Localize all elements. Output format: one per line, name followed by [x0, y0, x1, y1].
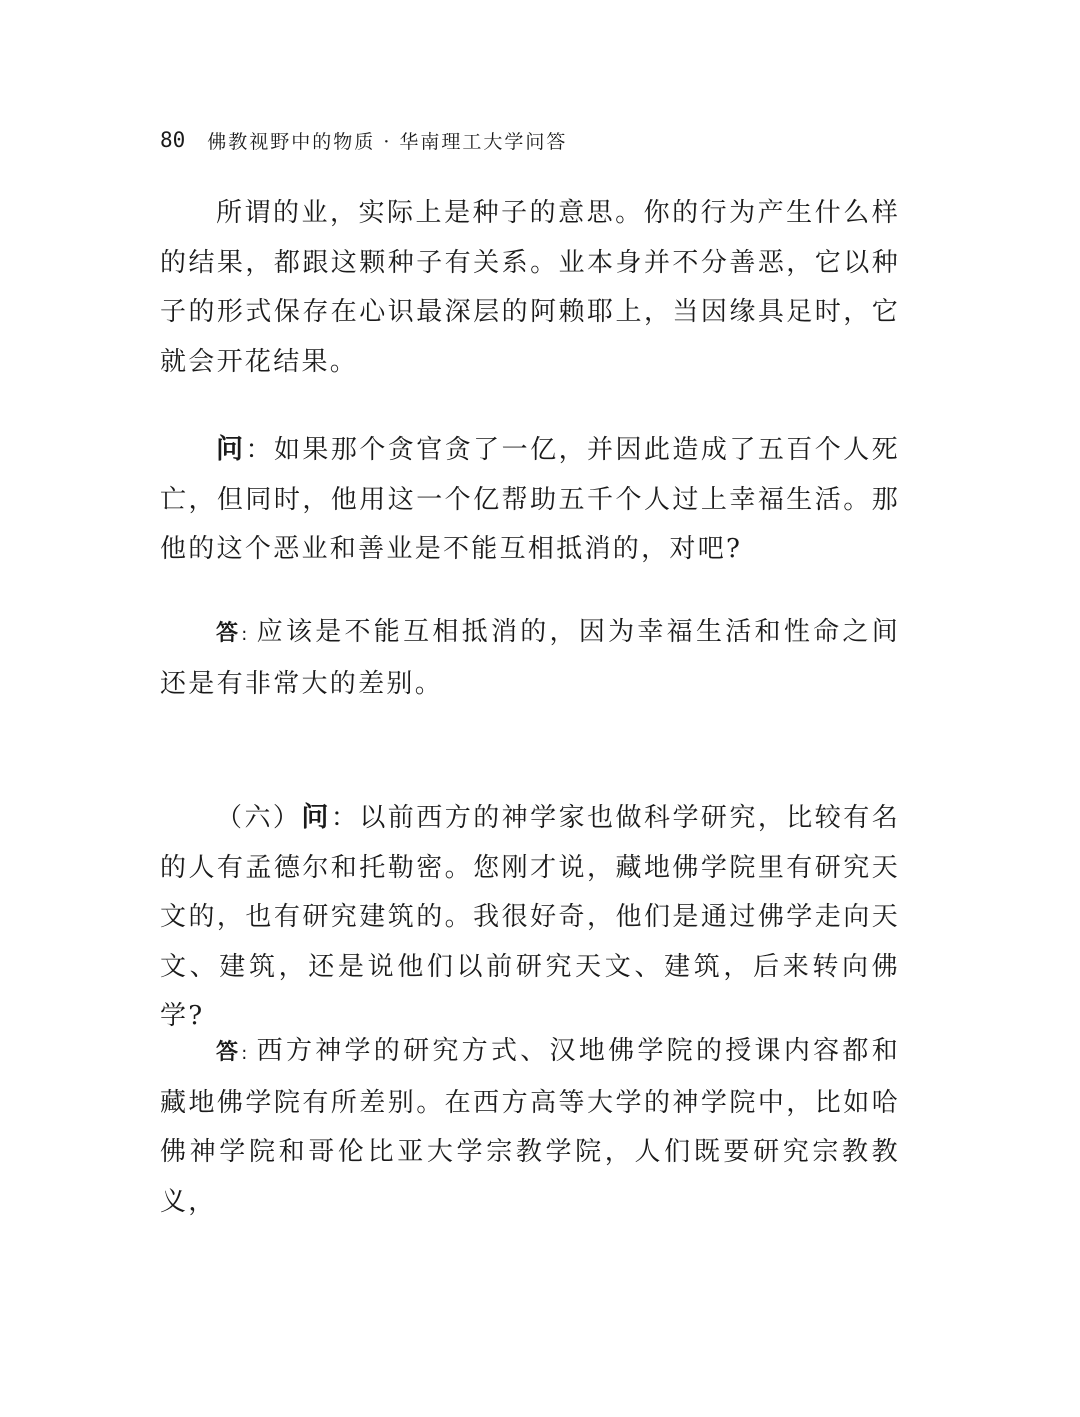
answer-text: 西方神学的研究方式、汉地佛学院的授课内容都和藏地佛学院有所差别。在西方高等大学的神学院中，比如哈佛神学院和哥伦比亚大学宗教学院，人们既要研究宗教教义， [160, 1036, 900, 1217]
answer-label: 答 [216, 620, 242, 646]
question-text: 以前西方的神学家也做科学研究，比较有名的人有孟德尔和托勒密。您刚才说，藏地佛学院里有研究天文的，也有研究建筑的。我很好奇，他们是通过佛学走向天文、建筑，还是说他们以前研究天文、建筑，后来转向佛学? [160, 803, 900, 1031]
question-colon: ： [245, 435, 274, 465]
answer-colon: : [241, 624, 250, 645]
paragraph-text: 所谓的业，实际上是种子的意思。你的行为产生什么样的结果，都跟这颗种子有关系。业本身并不分善恶，它以种子的形式保存在心识最深层的阿赖耶上，当因缘具足时，它就会开花结果。 [160, 198, 900, 377]
question-paragraph-six [160, 793, 900, 1042]
question-paragraph [160, 425, 900, 575]
question-label: 问 [301, 802, 331, 833]
section-prefix: （六） [216, 803, 302, 833]
answer-text: 应该是不能互相抵消的，因为幸福生活和性命之间还是有非常大的差别。 [160, 617, 900, 699]
running-header [160, 122, 567, 158]
answer-paragraph-six [160, 1027, 900, 1227]
answer-paragraph [160, 608, 900, 709]
body-paragraph-karma [160, 189, 900, 387]
question-label: 问 [216, 434, 246, 465]
question-colon: ： [330, 803, 360, 833]
answer-label: 答 [216, 1039, 242, 1065]
page-number: 80 [160, 128, 186, 152]
question-text: 如果那个贪官贪了一亿，并因此造成了五百个人死亡，但同时，他用这一个亿帮助五千个人过上幸福生活。那他的这个恶业和善业是不能互相抵消的，对吧? [160, 435, 900, 564]
running-title: 佛教视野中的物质 · 华南理工大学问答 [207, 130, 568, 153]
answer-colon: : [241, 1043, 250, 1064]
